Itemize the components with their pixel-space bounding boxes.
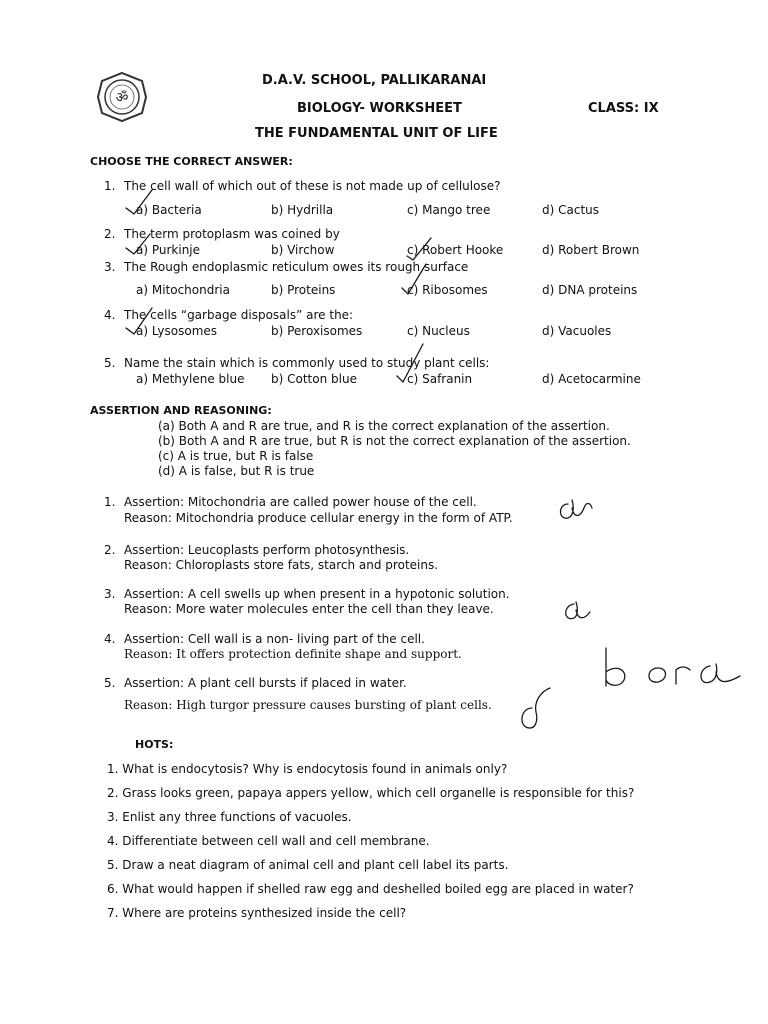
assertion-text: Assertion: A cell swells up when present in a hypotonic solution.: [124, 587, 510, 601]
logo-symbol: ॐ: [115, 90, 129, 106]
assertion-text: Assertion: Cell wall is a non- living part of the cell.: [124, 632, 425, 646]
reason-text: Reason: High turgor pressure causes bursting of plant cells.: [124, 698, 492, 712]
option: c) Safranin: [407, 372, 473, 386]
option: d) Vacuoles: [542, 324, 612, 338]
reason-text: Reason: Chloroplasts store fats, starch and proteins.: [124, 558, 439, 572]
option: a) Bacteria: [136, 203, 202, 217]
option: b) Cotton blue: [271, 372, 357, 386]
option: d) DNA proteins: [542, 283, 638, 297]
question-number: 4.: [104, 308, 116, 322]
question-number: 3.: [104, 260, 116, 274]
hots-question: 3. Enlist any three functions of vacuoles.: [107, 810, 352, 824]
question-text: Name the stain which is commonly used to study plant cells:: [124, 356, 490, 370]
ar-choice: (d) A is false, but R is true: [158, 464, 315, 478]
option: a) Purkinje: [136, 243, 201, 257]
topic-title: THE FUNDAMENTAL UNIT OF LIFE: [255, 126, 498, 141]
reason-text: Reason: More water molecules enter the cell than they leave.: [124, 602, 494, 616]
question-number: 2.: [104, 227, 116, 241]
tick-mark: [122, 232, 162, 260]
ar-number: 5.: [104, 676, 116, 690]
school-name: D.A.V. SCHOOL, PALLIKARANAI: [262, 73, 487, 88]
worksheet-title: BIOLOGY- WORKSHEET: [297, 101, 462, 116]
tick-mark: [400, 262, 430, 298]
handwritten-answer-d: [514, 684, 554, 734]
assertion-text: Assertion: A plant cell bursts if placed in water.: [124, 676, 407, 690]
tick-mark: [122, 188, 162, 218]
option: d) Robert Brown: [542, 243, 640, 257]
ar-choice: (b) Both A and R are true, but R is not the correct explanation of the assertion.: [158, 434, 631, 448]
hots-question: 6. What would happen if shelled raw egg and deshelled boiled egg are placed in water?: [107, 882, 634, 896]
ar-heading: ASSERTION AND REASONING:: [90, 404, 272, 417]
class-label: CLASS: IX: [588, 101, 659, 116]
option: a) Methylene blue: [136, 372, 245, 386]
handwritten-answer-b-or-a: [598, 642, 748, 692]
question-text: The cell wall of which out of these is not made up of cellulose?: [124, 179, 501, 193]
hots-question: 2. Grass looks green, papaya appers yellow, which cell organelle is responsible for this?: [107, 786, 635, 800]
hots-question: 5. Draw a neat diagram of animal cell and plant cell label its parts.: [107, 858, 509, 872]
hots-question: 4. Differentiate between cell wall and cell membrane.: [107, 834, 430, 848]
assertion-text: Assertion: Leucoplasts perform photosynthesis.: [124, 543, 410, 557]
question-text: The term protoplasm was coined by: [124, 227, 340, 241]
tick-mark: [395, 342, 427, 386]
option: b) Virchow: [271, 243, 335, 257]
handwritten-answer-a: [560, 598, 594, 624]
hots-question: 1. What is endocytosis? Why is endocytosis found in animals only?: [107, 762, 508, 776]
option: c) Robert Hooke: [407, 243, 504, 257]
option: b) Hydrilla: [271, 203, 334, 217]
question-number: 1.: [104, 179, 116, 193]
handwritten-answer-a: [556, 494, 596, 524]
assertion-text: Assertion: Mitochondria are called power house of the cell.: [124, 495, 477, 509]
ar-choice: (a) Both A and R are true, and R is the correct explanation of the assertion.: [158, 419, 610, 433]
reason-text: Reason: It offers protection definite shape and support.: [124, 647, 462, 661]
ar-number: 4.: [104, 632, 116, 646]
hots-question: 7. Where are proteins synthesized inside the cell?: [107, 906, 407, 920]
option: c) Nucleus: [407, 324, 470, 338]
mcq-heading: CHOOSE THE CORRECT ANSWER:: [90, 155, 293, 168]
question-number: 5.: [104, 356, 116, 370]
option: d) Cactus: [542, 203, 600, 217]
option: c) Mango tree: [407, 203, 491, 217]
hots-heading: HOTS:: [135, 738, 174, 751]
option: a) Lysosomes: [136, 324, 218, 338]
ar-choice: (c) A is true, but R is false: [158, 449, 314, 463]
ar-number: 1.: [104, 495, 116, 509]
ar-number: 2.: [104, 543, 116, 557]
question-text: The Rough endoplasmic reticulum owes its rough surface: [124, 260, 469, 274]
tick-mark: [122, 306, 162, 338]
option: b) Proteins: [271, 283, 336, 297]
question-text: The cells “garbage disposals” are the:: [124, 308, 354, 322]
option: b) Peroxisomes: [271, 324, 363, 338]
ar-number: 3.: [104, 587, 116, 601]
school-logo: [96, 71, 148, 123]
reason-text: Reason: Mitochondria produce cellular energy in the form of ATP.: [124, 511, 513, 525]
option: d) Acetocarmine: [542, 372, 641, 386]
option: a) Mitochondria: [136, 283, 230, 297]
option: c) Ribosomes: [407, 283, 488, 297]
